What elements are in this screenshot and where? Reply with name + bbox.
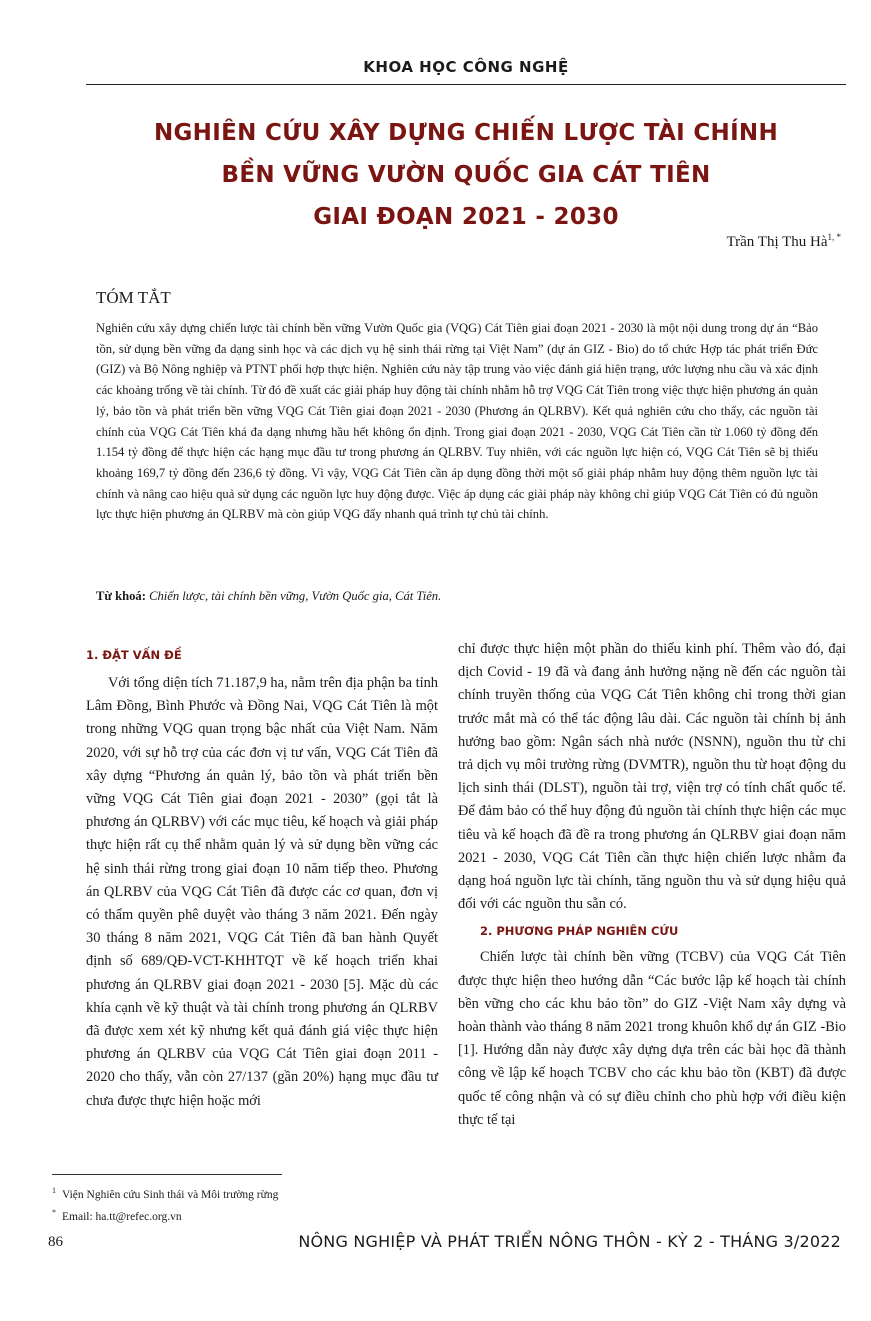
footnotes [52, 1182, 278, 1226]
abstract-text: Nghiên cứu xây dựng chiến lược tài chính bền vững Vườn Quốc gia (VQG) Cát Tiên giai đoạn 2021 - 2030 là một nội dung trong dự án “Bảo tồn, sử dụng bền vững đa dạng sinh học và các dịch vụ hệ sinh thái rừng tại Việt Nam” (dự án GIZ - Bio) do tổ chức Hợp tác phát triển Đức (GIZ) và Bộ Nông nghiệp và PTNT phối hợp thực hiện. Nghiên cứu này tập trung vào việc đánh giá hiện trạng, ước lượng nhu cầu và xác định các khoảng trống về tài chính. Từ đó đề xuất các giải pháp huy động tài chính nhằm hỗ trợ VQG Cát Tiên trong việc thực hiện phương án quản lý, bảo tồn và phát triển bền vững VQG Cát Tiên giai đoạn 2021 - 2030 (Phương án QLRBV). Kết quả nghiên cứu cho thấy, các nguồn tài chính của VQG Cát Tiên khá đa dạng nhưng hầu hết không ổn định. Trong giai đoạn 2021 - 2030, VQG Cát Tiên cần từ 1.060 tỷ đồng đến 1.154 tỷ đồng để thực hiện các hạng mục đầu tư trong phương án QLRBV. Tuy nhiên, với các nguồn lực hiện có, VQG Cát Tiên sẽ bị thiếu khoảng 169,7 tỷ đồng đến 236,6 tỷ đồng. Vì vậy, VQG Cát Tiên cần áp dụng đồng thời một số giải pháp nhằm huy động thêm nguồn lực tài chính và nâng cao hiệu quả sử dụng các nguồn lực huy động được. Việc áp dụng các giải pháp này không chỉ giúp VQG Cát Tiên có đủ nguồn lực thực hiện phương án QLRBV mà còn giúp VQG đẩy nhanh quá trình tự chủ tài chính. [96, 321, 818, 522]
footnote-rule [52, 1174, 282, 1175]
keywords-label: Từ khoá: [96, 589, 146, 603]
section-2-paragraph: Chiến lược tài chính bền vững (TCBV) của VQG Cát Tiên được thực hiện theo hướng dẫn “Các bước lập kế hoạch tài chính bền vững cho các khu bảo tồn” do GIZ -Việt Nam xây dựng và hoàn thành vào tháng 8 năm 2021 trong khuôn khổ dự án GIZ -Bio [1]. Hướng dẫn này được xây dựng dựa trên các bài học đã thành công về lập kế hoạch TCBV cho các khu bảo tồn (KBT) đã được quốc tế công nhận và có sự điều chỉnh cho phù hợp với điều kiện thực tế tại [458, 949, 846, 1128]
title-line-2: BỀN VỮNG VƯỜN QUỐC GIA CÁT TIÊN [221, 162, 711, 188]
title-line-3: GIAI ĐOẠN 2021 - 2030 [313, 204, 619, 230]
author-name: Trần Thị Thu Hà [726, 234, 828, 250]
footnote-2 [52, 1204, 278, 1226]
section-1-paragraph: Với tổng diện tích 71.187,9 ha, nằm trên địa phận ba tỉnh Lâm Đồng, Bình Phước và Đồng Nai, VQG Cát Tiên là một trong những VQG quan trọng bậc nhất của Việt Nam. Năm 2020, với sự hỗ trợ của các đơn vị tư vấn, VQG Cát Tiên đã xây dựng “Phương án quản lý, bảo tồn và phát triển bền vững VQG Cát Tiên giai đoạn 2021 - 2030” (gọi tắt là phương án QLRBV) với các mục tiêu, kế hoạch và giải pháp thực hiện rất cụ thể nhằm quản lý và sử dụng bền vững các hệ sinh thái rừng trong giai đoạn 10 năm tiếp theo. Phương án QLRBV của VQG Cát Tiên đã được các cơ quan, đơn vị có thẩm quyền phê duyệt vào tháng 3 năm 2021. Đến ngày 30 tháng 8 năm 2021, VQG Cát Tiên đã ban hành Quyết định số 689/QĐ-VCT-KHHTQT về kế hoạch triển khai phương án QLRBV giai đoạn 2021 - 2030 [5]. Mặc dù các khía cạnh về kỹ thuật và tài chính trong phương án QLRBV đã được xem xét kỹ nhưng kết quả đánh giá việc thực hiện phương án QLRBV của VQG Cát Tiên giai đoạn 2011 - 2020 cho thấy, vẫn còn 27/137 (gần 20%) hạng mục đầu tư chưa được thực hiện hoặc mới [86, 675, 438, 1109]
title-line-1: NGHIÊN CỨU XÂY DỰNG CHIẾN LƯỢC TÀI CHÍNH [153, 120, 779, 146]
footnote-2-text: Email: ha.tt@refec.org.vn [62, 1210, 182, 1223]
footnote-1-mark: 1 [52, 1186, 56, 1195]
abstract-heading: TÓM TẮT [96, 288, 171, 307]
section-header: KHOA HỌC CÔNG NGHỆ [363, 58, 569, 76]
header-rule [86, 84, 846, 85]
footnote-1-text: Viện Nghiên cứu Sinh thái và Môi trường rừng [62, 1188, 279, 1201]
right-column [458, 638, 846, 1132]
article-title [86, 112, 846, 238]
section-2-heading: 2. PHƯƠNG PHÁP NGHIÊN CỨU [480, 924, 679, 939]
journal-footer: NÔNG NGHIỆP VÀ PHÁT TRIỂN NÔNG THÔN - KỲ 2 - THÁNG 3/2022 [298, 1232, 841, 1251]
author-line [727, 232, 841, 251]
section-1-heading: 1. ĐẶT VẤN ĐỀ [86, 648, 182, 662]
keywords [96, 586, 818, 606]
page-number: 86 [48, 1234, 63, 1250]
left-column [86, 646, 438, 1113]
author-marks: 1, * [827, 232, 841, 242]
section-1-continuation: chỉ được thực hiện một phần do thiếu kinh phí. Thêm vào đó, đại dịch Covid - 19 đã và đang ảnh hưởng nặng nề đến các nguồn tài chính truyền thống của VQG Cát Tiên không chỉ trong thời gian trước mắt mà có thể tác động lâu dài. Các nguồn tài chính bị ảnh hưởng bao gồm: Ngân sách nhà nước (NSNN), nguồn thu từ chi trả dịch vụ môi trường rừng (DVMTR), nguồn thu từ hoạt động du lịch sinh thái (DLST), nguồn tài trợ, viện trợ có tính chất quốc tế. Để đảm bảo có thể huy động đủ nguồn tài chính thực hiện các mục tiêu và kế hoạch đã đề ra trong phương án QLRBV giai đoạn năm 2021 - 2030, VQG Cát Tiên cần thực hiện chiến lược nhằm đa dạng hoá nguồn lực tài chính, tăng nguồn thu và sử dụng hiệu quả đối với các nguồn thu sẵn có. [458, 641, 846, 913]
keywords-text: Chiến lược, tài chính bền vững, Vườn Quốc gia, Cát Tiên. [149, 589, 442, 603]
footnote-2-mark: * [52, 1207, 56, 1217]
footnote-1 [52, 1182, 278, 1204]
